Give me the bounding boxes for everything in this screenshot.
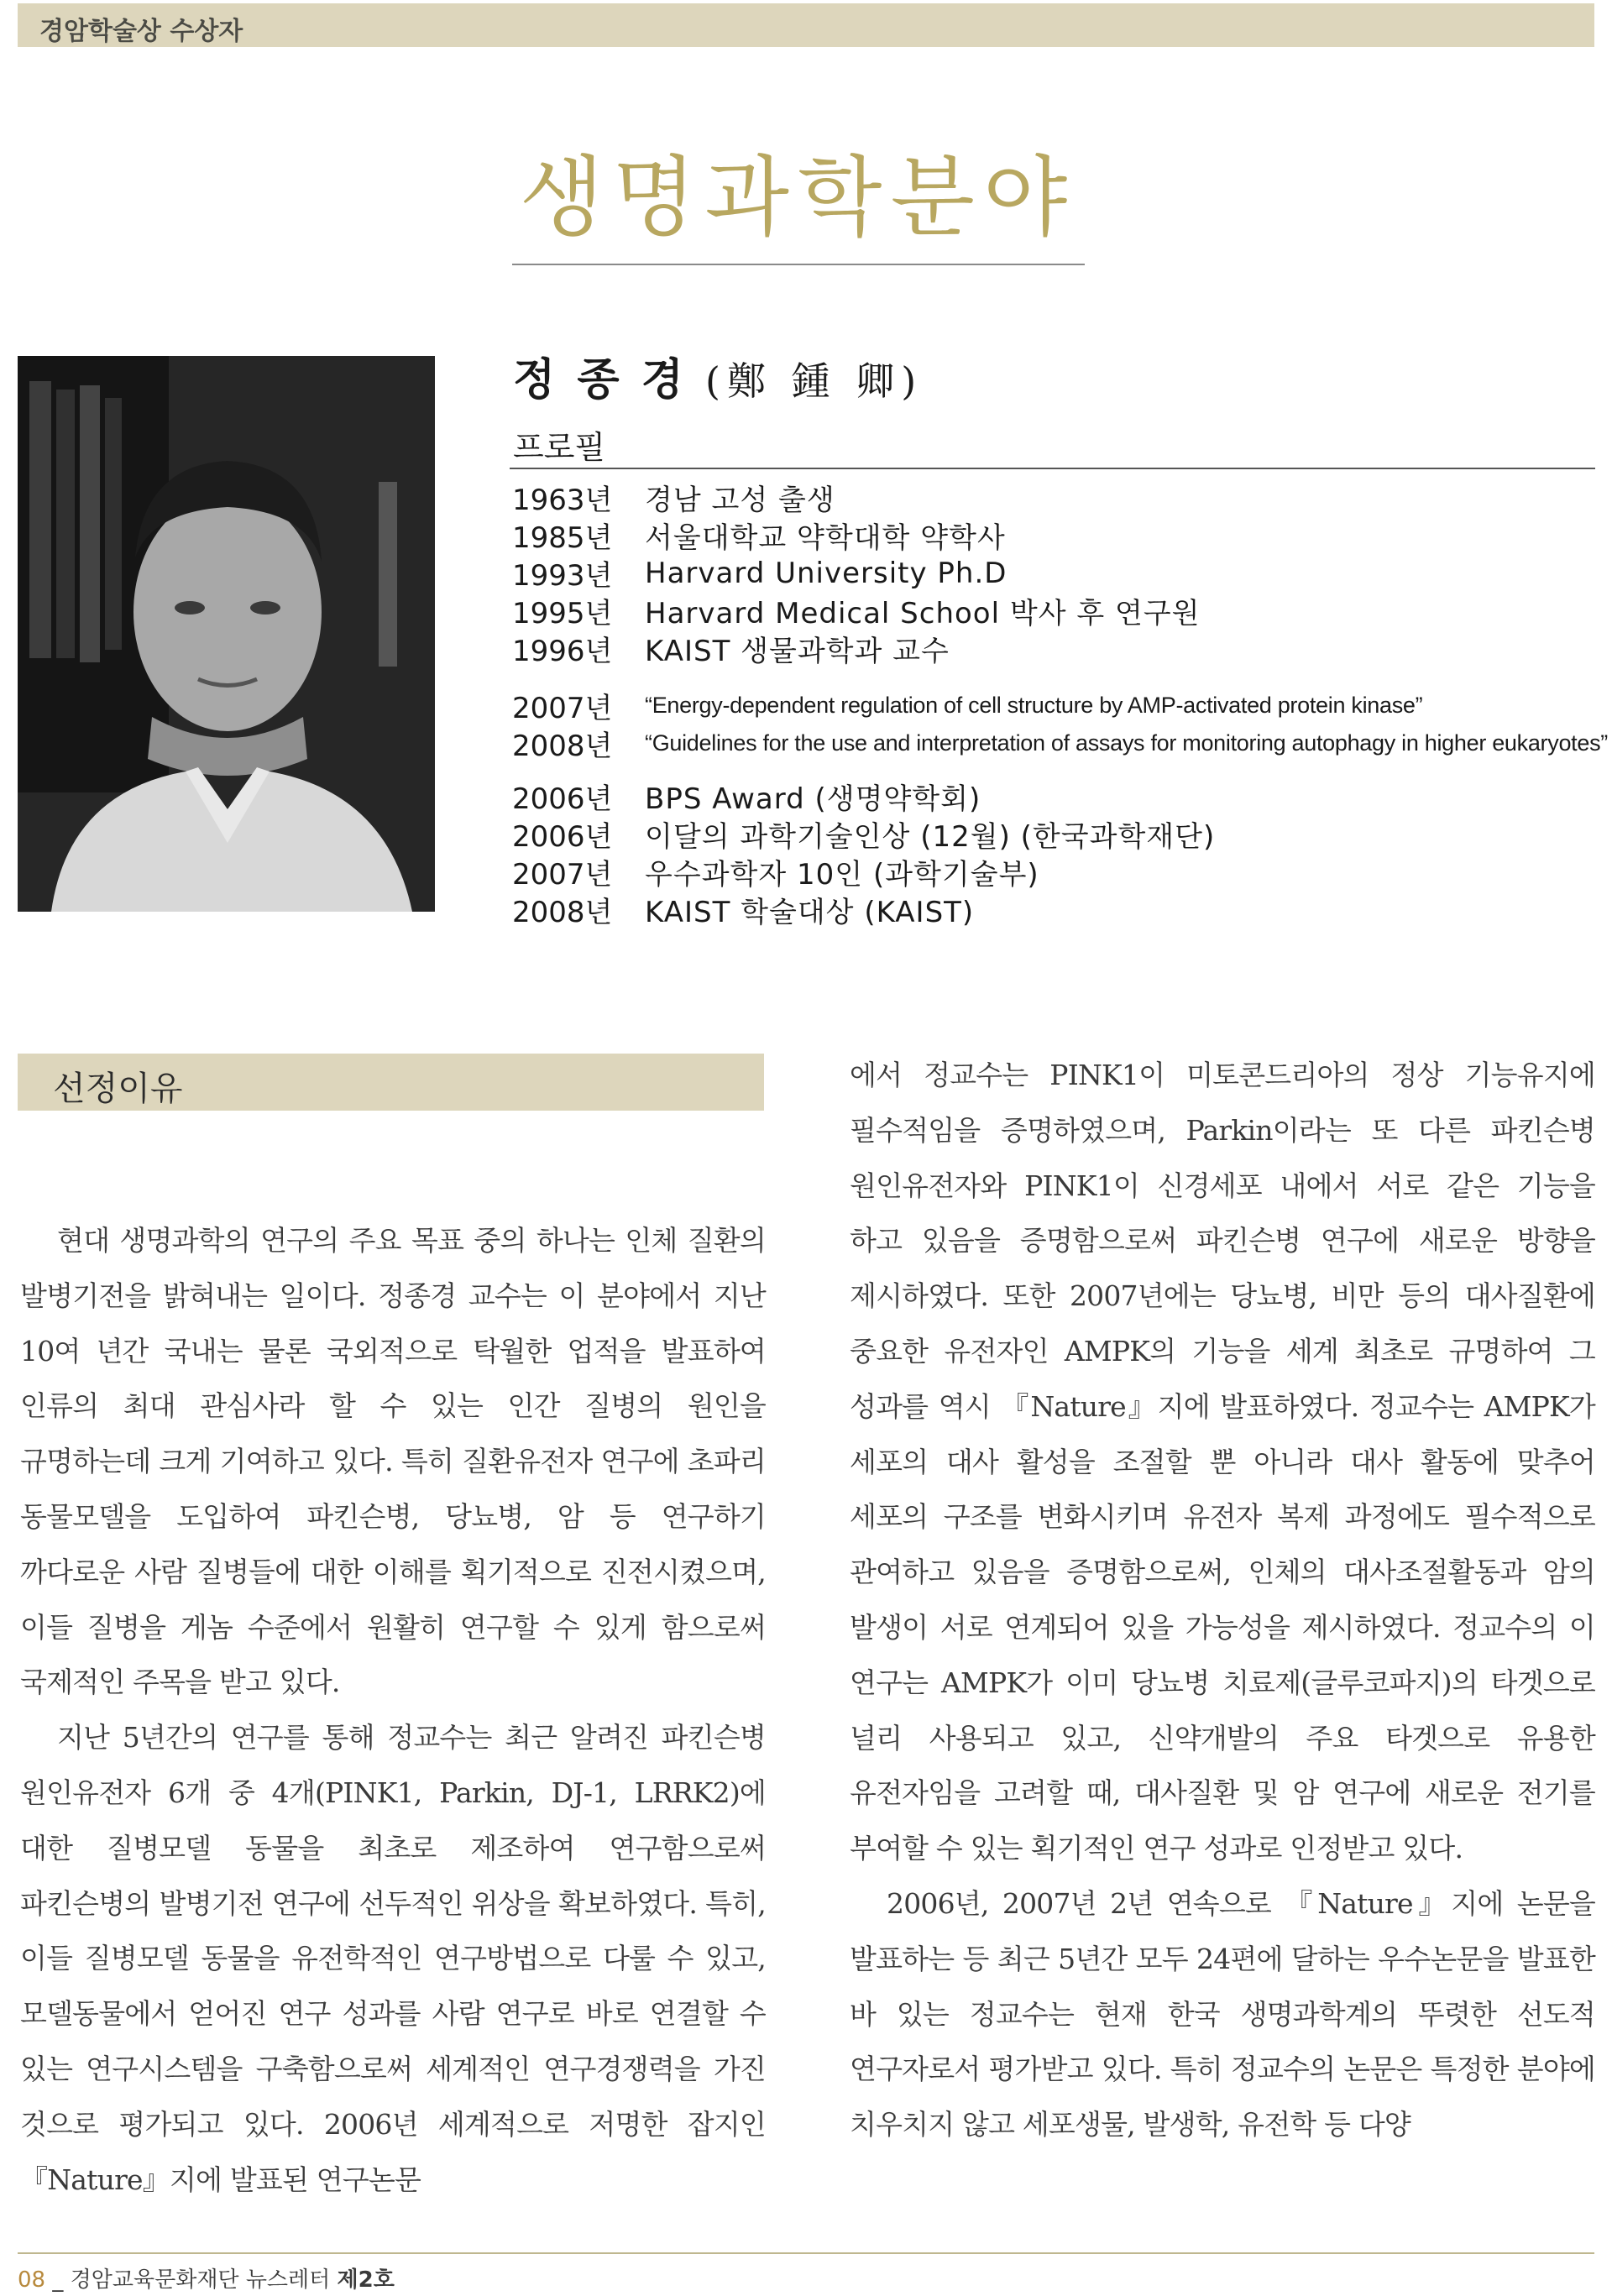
selection-heading-band	[18, 1054, 764, 1111]
profile-label: 프로필	[513, 429, 606, 466]
award-year: 2006년	[512, 820, 613, 854]
page-number: 08	[18, 2267, 46, 2293]
papers-list	[512, 687, 1608, 762]
award-year: 2008년	[512, 896, 613, 929]
footer-divider	[18, 2252, 1594, 2254]
award-text: KAIST 학술대상 (KAIST)	[645, 896, 975, 929]
body-paragraph: 현대 생명과학의 연구의 주요 목표 중의 하나는 인체 질환의 발병기전을 밝혀내는 일이다. 정종경 교수는 이 분야에서 지난 10여 년간 국내는 물론 국외적으로 탁월한 업적을 발표하여 인류의 최대 관심사라 할 수 있는 인간 질병의 원인을 규명하는데 크게 기여하고 있다. 특히 질환유전자 연구에 초파리 동물모델을 도입하여 파킨슨병, 당뇨병, 암 등 연구하기 까다로운 사람 질병들에 대한 이해를 획기적으로 진전시켰으며, 이들 질병을 게놈 수준에서 원활히 연구할 수 있게 함으로써 국제적인 주목을 받고 있다.	[20, 1224, 766, 1699]
paper-title: “Energy-dependent regulation of cell structure by AMP-activated protein kinase”	[645, 693, 1423, 718]
award-row	[512, 777, 1215, 815]
section-label: 경암학술상 수상자	[39, 17, 243, 46]
footer	[18, 2262, 395, 2293]
right-column	[850, 1048, 1595, 2152]
career-text: 경남 고성 출생	[645, 484, 835, 517]
career-row	[512, 479, 1201, 516]
career-year: 1993년	[512, 559, 613, 593]
awards-list	[512, 777, 1215, 928]
career-year: 1995년	[512, 597, 613, 630]
career-text: 서울대학교 약학대학 약학사	[645, 521, 1006, 555]
footer-separator: _	[45, 2267, 71, 2293]
paper-row	[512, 724, 1608, 762]
field-title: 생명과학분야	[519, 146, 1076, 248]
title-divider	[512, 264, 1085, 265]
career-row	[512, 516, 1201, 554]
career-list	[512, 479, 1201, 667]
career-row	[512, 554, 1201, 592]
career-text: Harvard Medical School 박사 후 연구원	[645, 597, 1201, 630]
award-year: 2007년	[512, 858, 613, 892]
award-row	[512, 853, 1215, 891]
career-row	[512, 592, 1201, 630]
career-year: 1996년	[512, 635, 613, 668]
career-text: Harvard University Ph.D	[645, 556, 1008, 590]
paper-title: “Guidelines for the use and interpretation of assays for monitoring autophagy in higher eukaryotes”	[645, 730, 1608, 756]
name-hangul: 정 종 경	[513, 355, 687, 405]
publication-name: 경암교육문화재단 뉴스레터	[70, 2267, 338, 2293]
career-year: 1985년	[512, 521, 613, 555]
body-paragraph: 지난 5년간의 연구를 통해 정교수는 최근 알려진 파킨슨병 원인유전자 6개 중 4개(PINK1, Parkin, DJ-1, LRRK2)에 대한 질병모델 동물을 최초로 제조하여 연구함으로써 파킨슨병의 발병기전 연구에 선두적인 위상을 확보하였다. 특히, 이들 질병모델 동물을 유전학적인 연구방법으로 다룰 수 있고, 모델동물에서 얻어진 연구 성과를 사람 연구로 바로 연결할 수 있는 연구시스템을 구축함으로써 세계적인 연구경쟁력을 가진 것으로 평가되고 있다. 2006년 세계적으로 저명한 잡지인 『Nature』지에 발표된 연구논문	[20, 1721, 766, 2196]
body-paragraph: 2006년, 2007년 2년 연속으로 『Nature』지에 논문을 발표하는 등 최근 5년간 모두 24편에 달하는 우수논문을 발표한 바 있는 정교수는 현재 한국 생명과학계의 뚜렷한 선도적 연구자로서 평가받고 있다. 특히 정교수의 논문은 특정한 분야에 치우치지 않고 세포생물, 발생학, 유전학 등 다양	[850, 1886, 1595, 2142]
top-header-band	[18, 3, 1594, 47]
award-text: 우수과학자 10인 (과학기술부)	[645, 858, 1039, 892]
paper-row	[512, 687, 1608, 724]
career-year: 1963년	[512, 484, 613, 517]
award-text: BPS Award (생명약학회)	[645, 782, 981, 816]
name-hanja: (鄭 鍾 卿)	[705, 358, 924, 404]
paper-year: 2008년	[512, 730, 613, 763]
left-column	[20, 1213, 766, 2207]
issue-number: 제2호	[337, 2267, 395, 2293]
career-row	[512, 630, 1201, 667]
body-paragraph: 에서 정교수는 PINK1이 미토콘드리아의 정상 기능유지에 필수적임을 증명하였으며, Parkin이라는 또 다른 파킨슨병 원인유전자와 PINK1이 신경세포 내에서 서로 같은 기능을 하고 있음을 증명함으로써 파킨슨병 연구에 새로운 방향을 제시하였다. 또한 2007년에는 당뇨병, 비만 등의 대사질환에 중요한 유전자인 AMPK의 기능을 세계 최초로 규명하여 그 성과를 역시 『Nature』지에 발표하였다. 정교수는 AMPK가 세포의 대사 활성을 조절할 뿐 아니라 대사 활동에 맞추어 세포의 구조를 변화시키며 유전자 복제 과정에도 필수적으로 관여하고 있음을 증명함으로써, 인체의 대사조절활동과 암의 발생이 서로 연계되어 있을 가능성을 제시하였다. 정교수의 이 연구는 AMPK가 이미 당뇨병 치료제(글루코파지)의 타겟으로 널리 사용되고 있고, 신약개발의 주요 타겟으로 유용한 유전자임을 고려할 때, 대사질환 및 암 연구에 새로운 전기를 부여할 수 있는 획기적인 연구 성과로 인정받고 있다.	[850, 1059, 1595, 1865]
award-year: 2006년	[512, 782, 613, 816]
award-text: 이달의 과학기술인상 (12월) (한국과학재단)	[645, 820, 1216, 854]
selection-heading: 선정이유	[53, 1070, 183, 1108]
award-row	[512, 891, 1215, 928]
profile-divider	[510, 468, 1595, 469]
portrait-photo	[18, 356, 435, 912]
paper-year: 2007년	[512, 692, 613, 725]
laureate-name	[513, 344, 923, 407]
career-text: KAIST 생물과학과 교수	[645, 635, 950, 668]
award-row	[512, 815, 1215, 853]
